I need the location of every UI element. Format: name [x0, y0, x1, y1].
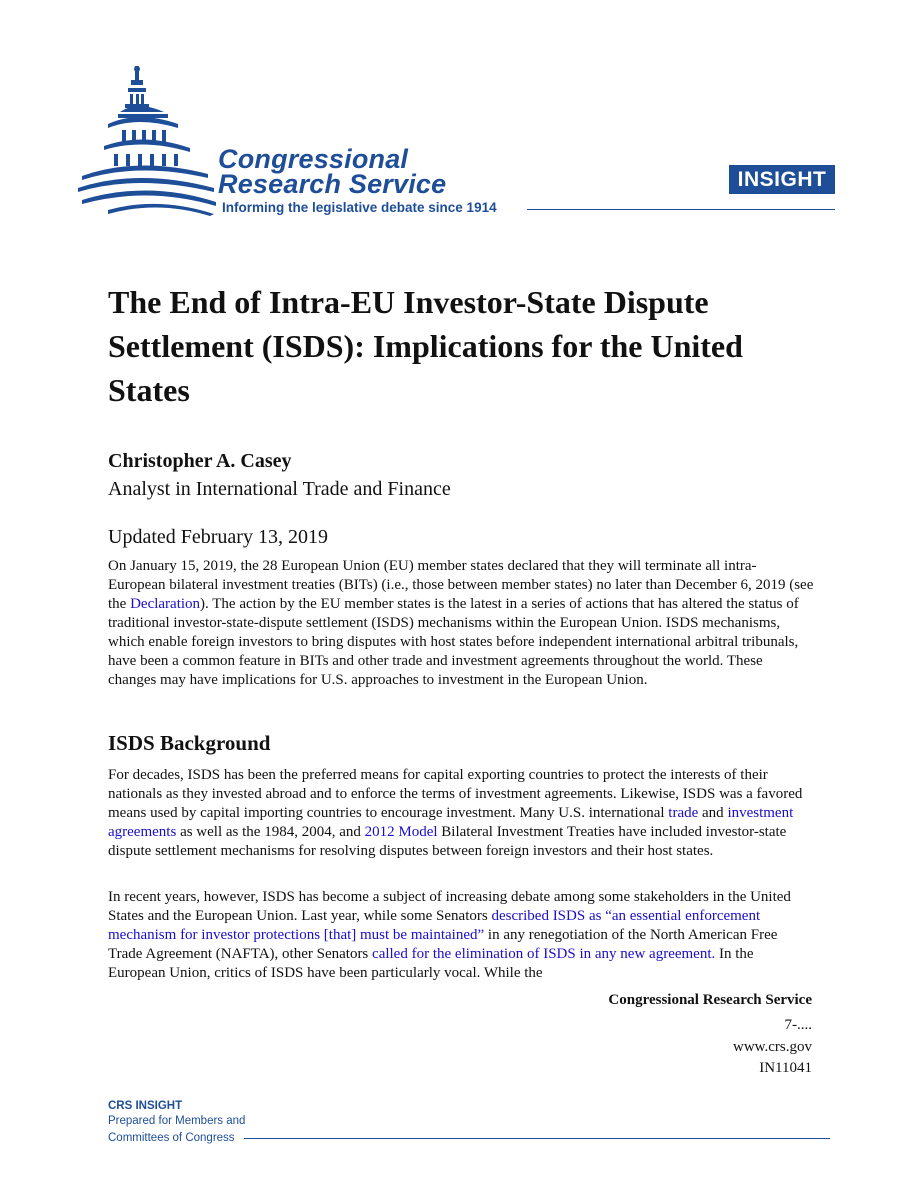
org-tagline: Informing the legislative debate since 1914	[222, 200, 497, 215]
bg1-text-1: For decades, ISDS has been the preferred means for capital exporting countries to protect the interests of their nationals as they invested abroad and to enforce the terms of investment agreements. Likewise, ISDS was a favored means used by capital importing countries to encourage investment. Many U.S. international	[108, 767, 803, 821]
updated-date: Updated February 13, 2019	[108, 526, 328, 548]
footer-url: www.crs.gov	[732, 1039, 812, 1055]
bg1-text-2: and	[698, 805, 728, 821]
header-divider	[527, 209, 835, 210]
bg2-text-2: in any renegotiation of the North American Free Trade Agreement (NAFTA), other Senators	[108, 927, 778, 962]
crs-insight-label: CRS INSIGHT	[108, 1100, 183, 1112]
footer-report-id: IN11041	[759, 1060, 812, 1076]
footer-org: Congressional Research Service	[608, 992, 812, 1008]
document-title: The End of Intra-EU Investor-State Dispute Settlement (ISDS): Implications for the United States	[108, 284, 743, 408]
elimination-link[interactable]: called for the elimination of ISDS in any new agreement.	[372, 946, 716, 962]
bottom-divider	[244, 1138, 830, 1139]
model-bit-link[interactable]: 2012 Model	[364, 824, 438, 840]
bg1-text-3: as well as the 1984, 2004, and	[176, 824, 365, 840]
bg1-text-4: Bilateral Investment Treaties have included investor-state dispute settlement mechanisms for resolving disputes between foreign investors and their host states.	[108, 824, 787, 859]
author-name: Christopher A. Casey	[108, 450, 292, 472]
intro-text-1: On January 15, 2019, the 28 European Union (EU) member states declared that they will terminate all intra-European bilateral investment treaties (BITs) (i.e., those between member states) no later than December 6, 2019 (see the	[108, 558, 814, 612]
trade-link[interactable]: trade	[668, 805, 699, 821]
prepared-for-line-1: Prepared for Members and	[108, 1115, 246, 1127]
insight-badge: INSIGHT	[729, 165, 835, 194]
investment-agreements-link[interactable]: investment agreements	[108, 805, 794, 840]
bg2-text-1: In recent years, however, ISDS has become a subject of increasing debate among some stakeholders in the United States and the European Union. Last year, while some Senators	[108, 889, 791, 924]
intro-paragraph	[108, 557, 814, 690]
declaration-link[interactable]: Declaration	[130, 596, 201, 612]
senators-described-link[interactable]: described ISDS as “an essential enforcement mechanism for investor protections [that] must be maintained”	[108, 908, 761, 943]
section-heading: ISDS Background	[108, 731, 271, 755]
org-name-line-1: Congressional	[218, 144, 409, 174]
prepared-for-line-2: Committees of Congress	[108, 1132, 235, 1144]
capitol-dome-logo	[78, 66, 218, 216]
background-paragraph-1	[108, 766, 814, 861]
background-paragraph-2	[108, 888, 814, 983]
intro-text-2: ). The action by the EU member states is the latest in a series of actions that has altered the status of traditional investor-state-dispute settlement (ISDS) mechanisms within the European Union. ISDS mechanisms, which enable foreign investors to bring disputes with host states before independent international arbitral tribunals, have been a common feature in BITs and other trade and investment agreements throughout the world. These changes may have implications for U.S. approaches to investment in the European Union.	[108, 596, 799, 688]
org-name-line-2: Research Service	[218, 169, 447, 199]
footer-code: 7-....	[784, 1017, 812, 1033]
bg2-text-3: In the European Union, critics of ISDS have been particularly vocal. While the	[108, 946, 754, 981]
author-role: Analyst in International Trade and Finance	[108, 478, 451, 500]
